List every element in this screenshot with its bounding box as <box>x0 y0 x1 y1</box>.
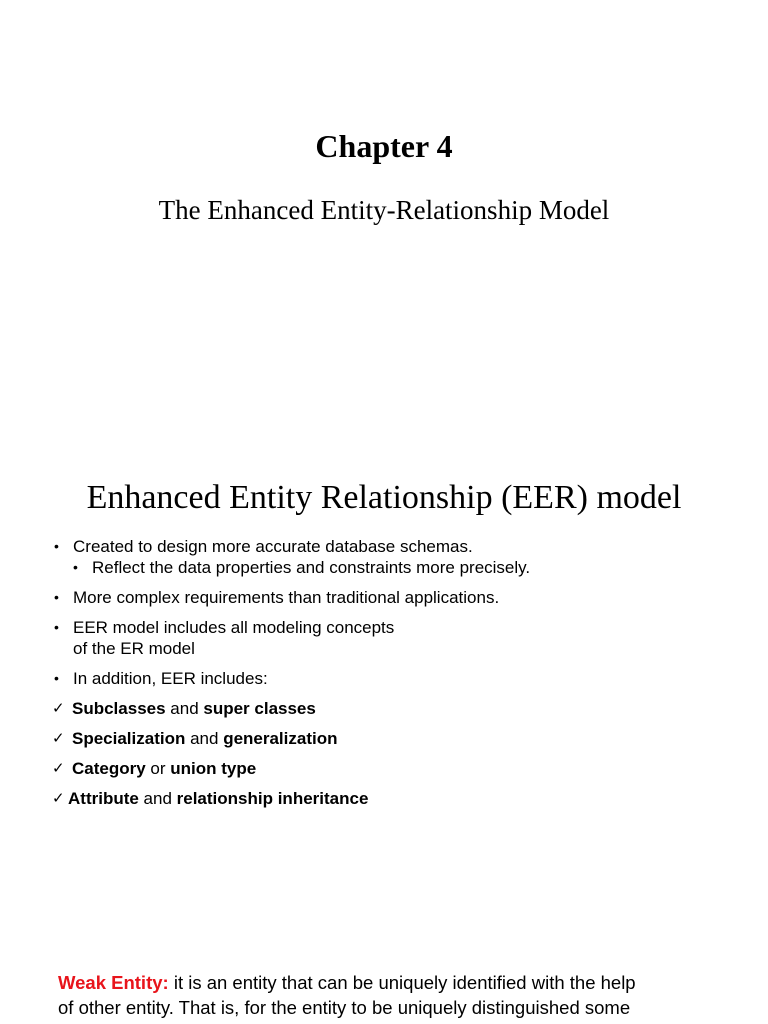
check-item-text: Subclasses and super classes <box>72 699 316 718</box>
check-item-text: Specialization and generalization <box>72 729 338 748</box>
title-slide <box>0 0 768 420</box>
check-item-text: Category or union type <box>72 759 257 778</box>
bullet-icon: • <box>54 670 59 686</box>
list-item-text: More complex requirements than traditional applications. <box>73 588 500 607</box>
list-item-text <box>73 617 394 659</box>
list-item-text: Created to design more accurate database schemas. <box>73 537 473 556</box>
checkmark-icon: ✓ <box>52 699 65 717</box>
list-item <box>54 668 744 689</box>
check-item <box>52 728 744 749</box>
weak-entity-paragraph <box>58 970 748 1020</box>
chapter-subtitle: The Enhanced Entity-Relationship Model <box>158 195 610 225</box>
checkmark-icon: ✓ <box>52 789 65 807</box>
chapter-title: Chapter 4 <box>315 128 453 164</box>
list-item <box>54 587 744 608</box>
bullet-icon: • <box>54 589 59 605</box>
checkmark-icon: ✓ <box>52 759 65 777</box>
weak-entity-label: Weak Entity: <box>58 972 169 993</box>
check-item <box>52 788 744 809</box>
bullet-icon: • <box>54 619 59 635</box>
check-item-text: Attribute and relationship inheritance <box>68 789 369 808</box>
bullet-icon: • <box>54 538 59 554</box>
list-item <box>54 617 744 659</box>
weak-entity-definition: it is an entity that can be uniquely identified with the help <box>168 972 636 993</box>
checkmark-icon: ✓ <box>52 729 65 747</box>
sub-list-item <box>54 557 744 578</box>
list-item-line: of the ER model <box>73 639 195 658</box>
weak-entity-slide <box>0 920 768 1024</box>
list-item-text: In addition, EER includes: <box>73 669 268 688</box>
weak-entity-definition-continued: of other entity. That is, for the entity to be uniquely distinguished some <box>58 997 631 1018</box>
eer-model-slide <box>0 420 768 920</box>
check-item <box>52 698 744 719</box>
list-item-text: Reflect the data properties and constraints more precisely. <box>92 558 531 577</box>
bullet-list <box>54 536 744 809</box>
list-item <box>54 536 744 557</box>
slide-title: Enhanced Entity Relationship (EER) model <box>86 479 682 516</box>
check-item <box>52 758 744 779</box>
bullet-icon: • <box>73 559 78 575</box>
list-item-line: EER model includes all modeling concepts <box>73 618 395 637</box>
